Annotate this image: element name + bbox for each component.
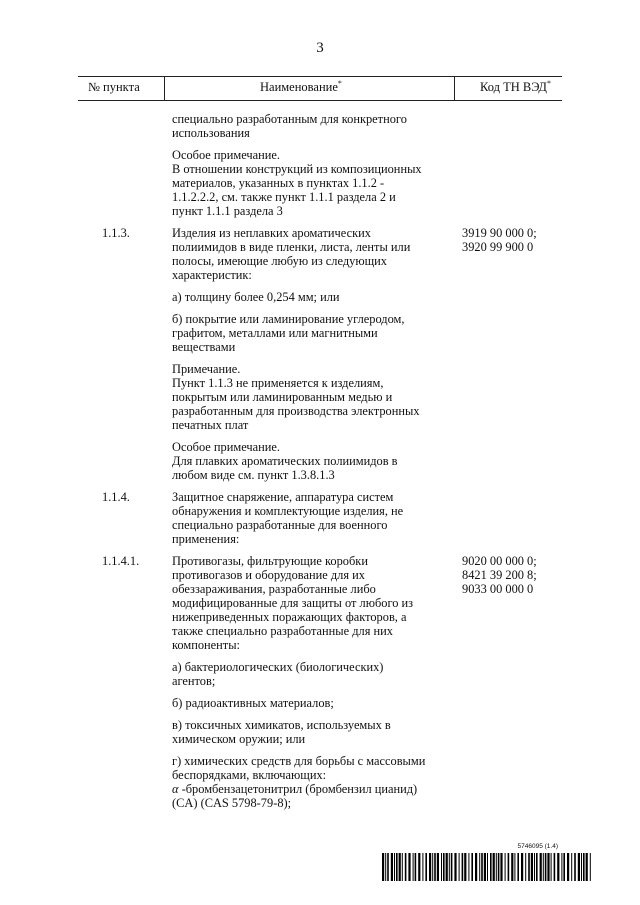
item-text-line: полосы, имеющие любую из следующих	[172, 254, 387, 268]
item-text-line: химическом оружии; или	[172, 732, 306, 746]
item-text-line: (CA) (CAS 5798-79-8);	[172, 796, 292, 810]
header-divider	[164, 77, 165, 100]
tn-ved-code: 3920 99 900 0	[462, 240, 534, 254]
item-number: 1.1.4.1.	[102, 554, 140, 568]
item-text-line: б) радиоактивных материалов;	[172, 696, 334, 710]
item-text-line: также специально разработанные для них	[172, 624, 393, 638]
item-text-line: а) толщину более 0,254 мм; или	[172, 290, 340, 304]
barcode-graphic	[382, 853, 592, 881]
item-text-line: полиимидов в виде пленки, листа, ленты или	[172, 240, 411, 254]
page-number: 3	[316, 40, 324, 56]
item-text-line: нижеприведенных поражающих факторов, а	[172, 610, 407, 624]
tn-ved-code: 3919 90 000 0;	[462, 226, 537, 240]
tn-ved-code: 8421 39 200 8;	[462, 568, 537, 582]
item-text-line: в) токсичных химикатов, используемых в	[172, 718, 391, 732]
item-text-line: использования	[172, 126, 250, 140]
item-text-line: покрытым или ламинированным медью и	[172, 390, 393, 404]
header-name-column: Наименование*	[260, 78, 342, 94]
item-text-line: беспорядками, включающих:	[172, 768, 327, 782]
item-text-line: материалов, указанных в пунктах 1.1.2 -	[172, 176, 385, 190]
item-text-line: специально разработанным для конкретного	[172, 112, 407, 126]
item-text-line: Пункт 1.1.3 не применяется к изделиям,	[172, 376, 384, 390]
item-text-line: 1.1.2.2.2, см. также пункт 1.1.1 раздела 2 и	[172, 190, 396, 204]
item-text-line: веществами	[172, 340, 236, 354]
item-text-line: Для плавких ароматических полиимидов в	[172, 454, 398, 468]
item-text-line: характеристик:	[172, 268, 252, 282]
alpha-symbol: α	[172, 782, 179, 796]
item-text-line: графитом, металлами или магнитными	[172, 326, 378, 340]
table-header	[78, 76, 562, 101]
item-text-line: а) бактериологических (биологических)	[172, 660, 384, 674]
item-text-line: Защитное снаряжение, аппаратура систем	[172, 490, 394, 504]
item-text-line: применения:	[172, 532, 240, 546]
item-text-line: печатных плат	[172, 418, 249, 432]
item-text-line: Особое примечание.	[172, 148, 280, 162]
item-text-line: специально разработанные для военного	[172, 518, 388, 532]
document-barcode	[382, 843, 592, 883]
item-text: -бромбензацетонитрил (бромбензил цианид)	[181, 782, 418, 796]
item-text-line	[172, 782, 417, 796]
item-text-line: любом виде см. пункт 1.3.8.1.3	[172, 468, 335, 482]
header-code-column: Код ТН ВЭД*	[480, 78, 551, 94]
item-text-line: Изделия из неплавких ароматических	[172, 226, 371, 240]
item-text-line: пункт 1.1.1 раздела 3	[172, 204, 283, 218]
item-text-line: агентов;	[172, 674, 216, 688]
item-text-line: компоненты:	[172, 638, 240, 652]
item-text-line: г) химических средств для борьбы с массовыми	[172, 754, 426, 768]
item-text-line: Особое примечание.	[172, 440, 280, 454]
item-text-line: Примечание.	[172, 362, 241, 376]
item-text-line: модифицированные для защиты от любого из	[172, 596, 414, 610]
item-text-line: разработанным для производства электронных	[172, 404, 420, 418]
tn-ved-code: 9020 00 000 0;	[462, 554, 537, 568]
header-divider	[454, 77, 455, 100]
item-text-line: противогазов и оборудование для их	[172, 568, 365, 582]
item-text-line: обеззараживания, разработанные либо	[172, 582, 376, 596]
header-number-column: № пункта	[88, 80, 140, 94]
tn-ved-code: 9033 00 000 0	[462, 582, 534, 596]
item-text-line: Противогазы, фильтрующие коробки	[172, 554, 368, 568]
item-text-line: В отношении конструкций из композиционных	[172, 162, 422, 176]
item-text-line: б) покрытие или ламинирование углеродом,	[172, 312, 405, 326]
barcode-caption: 5746095 (1.4)	[517, 843, 558, 850]
item-number: 1.1.4.	[102, 490, 130, 504]
item-number: 1.1.3.	[102, 226, 130, 240]
item-text-line: обнаружения и комплектующие изделия, не	[172, 504, 404, 518]
